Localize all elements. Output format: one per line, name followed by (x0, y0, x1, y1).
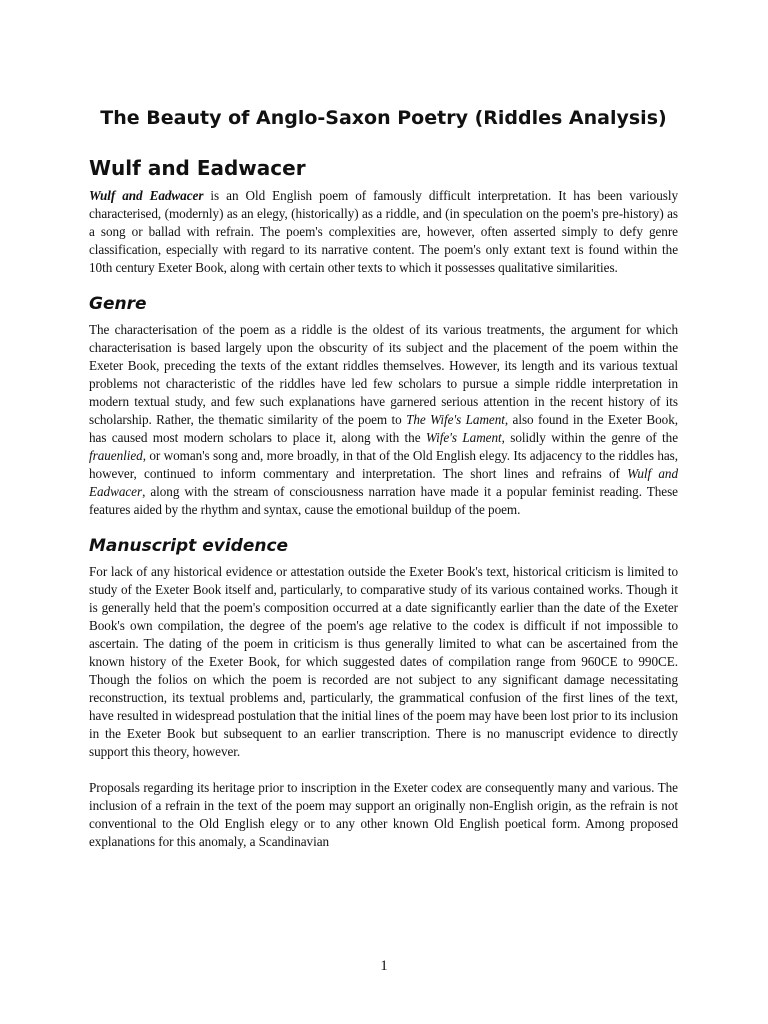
text-run: The characterisation of the poem as a riddle is the oldest of its various treatments, the argument for which characterisation is based largely upon the obscurity of its subject and the placement of the poem within the Exeter Book, preceding the texts of the extant riddles themselves. However, its length and its various textual problems not characteristic of the riddles have led few scholars to pursue a simple riddle interpretation in modern textual study, and few such explanations have garnered serious attention in the recent history of its scholarship. Rather, the thematic similarity of the poem to (89, 322, 678, 427)
page-number: 1 (380, 958, 388, 974)
text-run: is an Old English poem of famously difficult interpretation. It has been variously characterised, (modernly) as an elegy, (historically) as a riddle, and (in speculation on the poem's pre-history) as a song or ballad with refrain. The poem's complexities are, however, often asserted simply to defy genre classification, especially with regard to its narrative content. The poem's only extant text is found within the 10th century Exeter Book, along with certain other texts to which it possesses qualitative similarities. (89, 188, 678, 275)
emphasized-text: frauenlied (89, 448, 143, 463)
section-heading: Genre (89, 294, 147, 314)
text-run: Proposals regarding its heritage prior to inscription in the Exeter codex are consequently many and various. The inclusion of a refrain in the text of the poem may support an originally non-English origin, as the refrain is not conventional to the Old English elegy or to any other known Old English poetical form. Among proposed explanations for this anomaly, a Scandinavian (89, 780, 678, 849)
body-paragraph (89, 321, 678, 519)
text-run: , or woman's song and, more broadly, in that of the Old English elegy. Its adjacency to the riddles has, however, continued to inform commentary and interpretation. The short lines and refrains of (89, 448, 678, 481)
emphasized-text: Wife's Lament (425, 430, 502, 445)
document-body (89, 155, 678, 851)
text-run: , also found in the Exeter Book, has caused most modern scholars to place it, along with the (89, 412, 678, 445)
emphasized-text: Wulf and Eadwacer (89, 188, 204, 203)
text-run: , along with the stream of consciousness narration have made it a popular feminist reading. These features aided by the rhythm and syntax, cause the emotional buildup of the poem. (89, 484, 678, 517)
body-paragraph (89, 779, 678, 851)
text-run: For lack of any historical evidence or attestation outside the Exeter Book's text, historical criticism is limited to study of the Exeter Book itself and, particularly, to comparative study of its various contained works. Though it is generally held that the poem's composition occurred at a date significantly earlier than the date of the Exeter Book's own compilation, the degree of the poem's age relative to the codex is difficult if not impossible to ascertain. The dating of the poem in criticism is thus generally limited to what can be ascertained from the known history of the Exeter Book, for which suggested dates of compilation range from 960CE to 990CE. Though the folios on which the poem is recorded are not subject to any significant damage necessitating reconstruction, its textual problems and, particularly, the grammatical confusion of the first lines of the text, have resulted in widespread postulation that the initial lines of the poem may have been lost prior to its inclusion in the Exeter Book but subsequent to an earlier transcription. There is no manuscript evidence to directly support this theory, however. (89, 564, 678, 759)
section-heading: Wulf and Eadwacer (89, 156, 306, 180)
section-heading: Manuscript evidence (89, 536, 289, 556)
text-run: , solidly within the genre of the (501, 430, 678, 445)
emphasized-text: The Wife's Lament (406, 412, 505, 427)
emphasized-text: Wulf and Eadwacer (89, 466, 678, 499)
body-paragraph (89, 187, 678, 277)
document-title: The Beauty of Anglo-Saxon Poetry (Riddles Analysis) (100, 107, 667, 129)
body-paragraph (89, 563, 678, 761)
